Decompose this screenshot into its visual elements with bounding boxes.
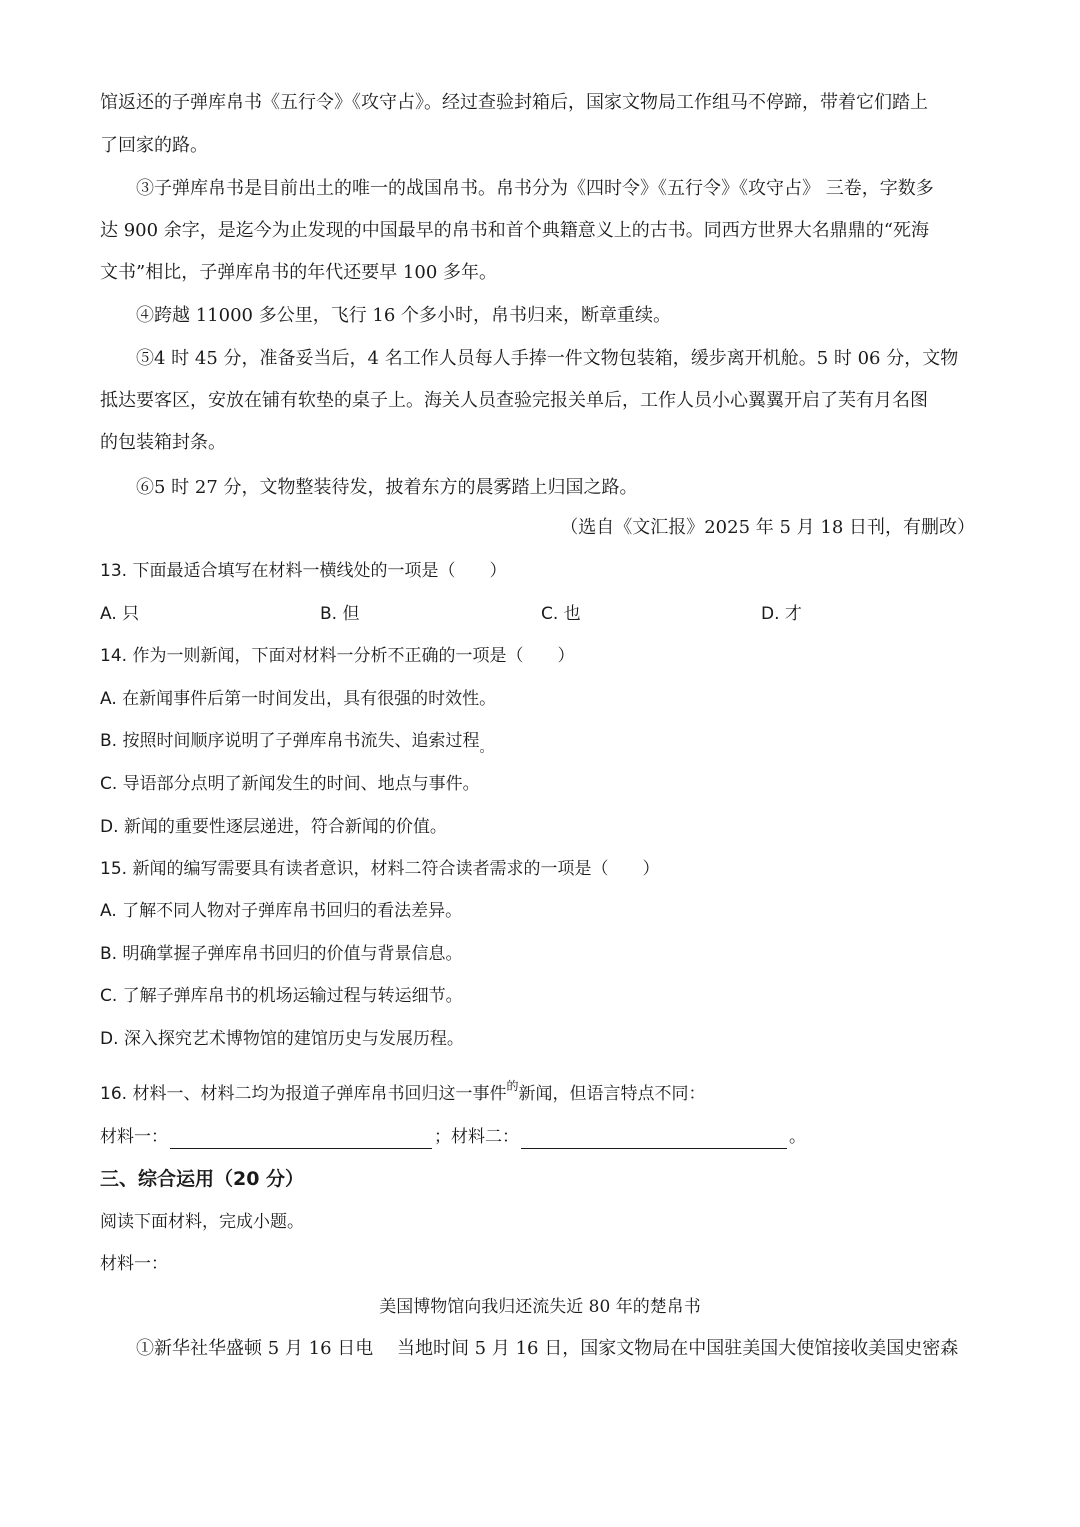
paragraph-5-line: 抵达要客区，安放在铺有软垫的桌子上。海关人员查验完报关单后，工作人员小心翼翼开启了芙有月名图: [100, 390, 928, 411]
paragraph-5-line: ⑤4 时 45 分，准备妥当后，4 名工作人员每人手捧一件文物包装箱，缓步离开机舱。5 时 06 分，文物: [136, 348, 959, 369]
article-paragraph-1: ①新华社华盛顿 5 月 16 日电 当地时间 5 月 16 日，国家文物局在中国驻美国大使馆接收美国史密森: [136, 1338, 959, 1359]
material-1-label: 材料一：: [100, 1254, 168, 1274]
question-13-option-a: A. 只: [100, 604, 140, 624]
question-16-stem-part: 新闻，但语言特点不同：: [518, 1084, 706, 1104]
question-13-option-c: C. 也: [541, 604, 581, 624]
paragraph-5-line: 的包装箱封条。: [100, 432, 226, 453]
material-1-answer-blank[interactable]: [170, 1130, 432, 1149]
question-15-option-d: D. 深入探究艺术博物馆的建馆历史与发展历程。: [100, 1029, 464, 1049]
question-14-option-b: [100, 729, 493, 754]
paragraph-3-line: ③子弹库帛书是目前出土的唯一的战国帛书。帛书分为《四时令》《五行令》《攻守占》 三卷，字数多: [136, 178, 934, 199]
question-16-stem-part: 16. 材料一、材料二均为报道子弹库帛书回归这一事件: [100, 1084, 507, 1104]
question-16-stem-superscript: 的: [506, 1079, 519, 1093]
source-citation: （选自《文汇报》2025 年 5 月 18 日刊，有删改）: [560, 517, 975, 538]
question-16-answer-line: [100, 1125, 806, 1149]
section-3-instruction: 阅读下面材料，完成小题。: [100, 1212, 304, 1232]
material-2-answer-blank[interactable]: [521, 1130, 787, 1149]
passage-line: 了回家的路。: [100, 135, 208, 156]
question-14-option-d: D. 新闻的重要性逐层递进，符合新闻的价值。: [100, 817, 447, 837]
material-2-answer-label: ；材料二：: [434, 1127, 519, 1147]
question-14-stem: 14. 作为一则新闻，下面对材料一分析不正确的一项是（ ）: [100, 646, 575, 666]
question-14-option-a: A. 在新闻事件后第一时间发出，具有很强的时效性。: [100, 689, 497, 709]
paragraph-4: ④跨越 11000 多公里，飞行 16 个多小时，帛书归来，断章重续。: [136, 305, 672, 326]
question-15-option-a: A. 了解不同人物对子弹库帛书回归的看法差异。: [100, 901, 463, 921]
question-15-stem: 15. 新闻的编写需要具有读者意识，材料二符合读者需求的一项是（ ）: [100, 859, 660, 879]
paragraph-3-line: 达 900 余字，是迄今为止发现的中国最早的帛书和首个典籍意义上的古书。同西方世界大名鼎鼎的“死海: [100, 220, 929, 241]
question-15-option-b: B. 明确掌握子弹库帛书回归的价值与背景信息。: [100, 944, 463, 964]
paragraph-3-line: 文书”相比，子弹库帛书的年代还要早 100 多年。: [100, 262, 497, 283]
question-13-option-b: B. 但: [320, 604, 360, 624]
question-16-stem: [100, 1079, 706, 1107]
section-3-heading: 三、综合运用（20 分）: [100, 1168, 305, 1190]
question-14-option-b-period: 。: [479, 740, 494, 756]
question-13-option-d: D. 才: [761, 604, 802, 624]
answer-line-end: 。: [789, 1127, 806, 1147]
question-14-option-b-text: B. 按照时间顺序说明了子弹库帛书流失、追索过程: [100, 731, 480, 751]
paragraph-6: ⑥5 时 27 分，文物整装待发，披着东方的晨雾踏上归国之路。: [136, 477, 638, 498]
question-14-option-c: C. 导语部分点明了新闻发生的时间、地点与事件。: [100, 774, 480, 794]
question-13-stem: 13. 下面最适合填写在材料一横线处的一项是（ ）: [100, 561, 507, 581]
question-15-option-c: C. 了解子弹库帛书的机场运输过程与转运细节。: [100, 986, 463, 1006]
material-1-answer-label: 材料一：: [100, 1127, 168, 1147]
article-title: 美国博物馆向我归还流失近 80 年的楚帛书: [379, 1297, 701, 1317]
passage-line: 馆返还的子弹库帛书《五行令》《攻守占》。经过查验封箱后，国家文物局工作组马不停蹄，带着它们踏上: [100, 92, 928, 113]
